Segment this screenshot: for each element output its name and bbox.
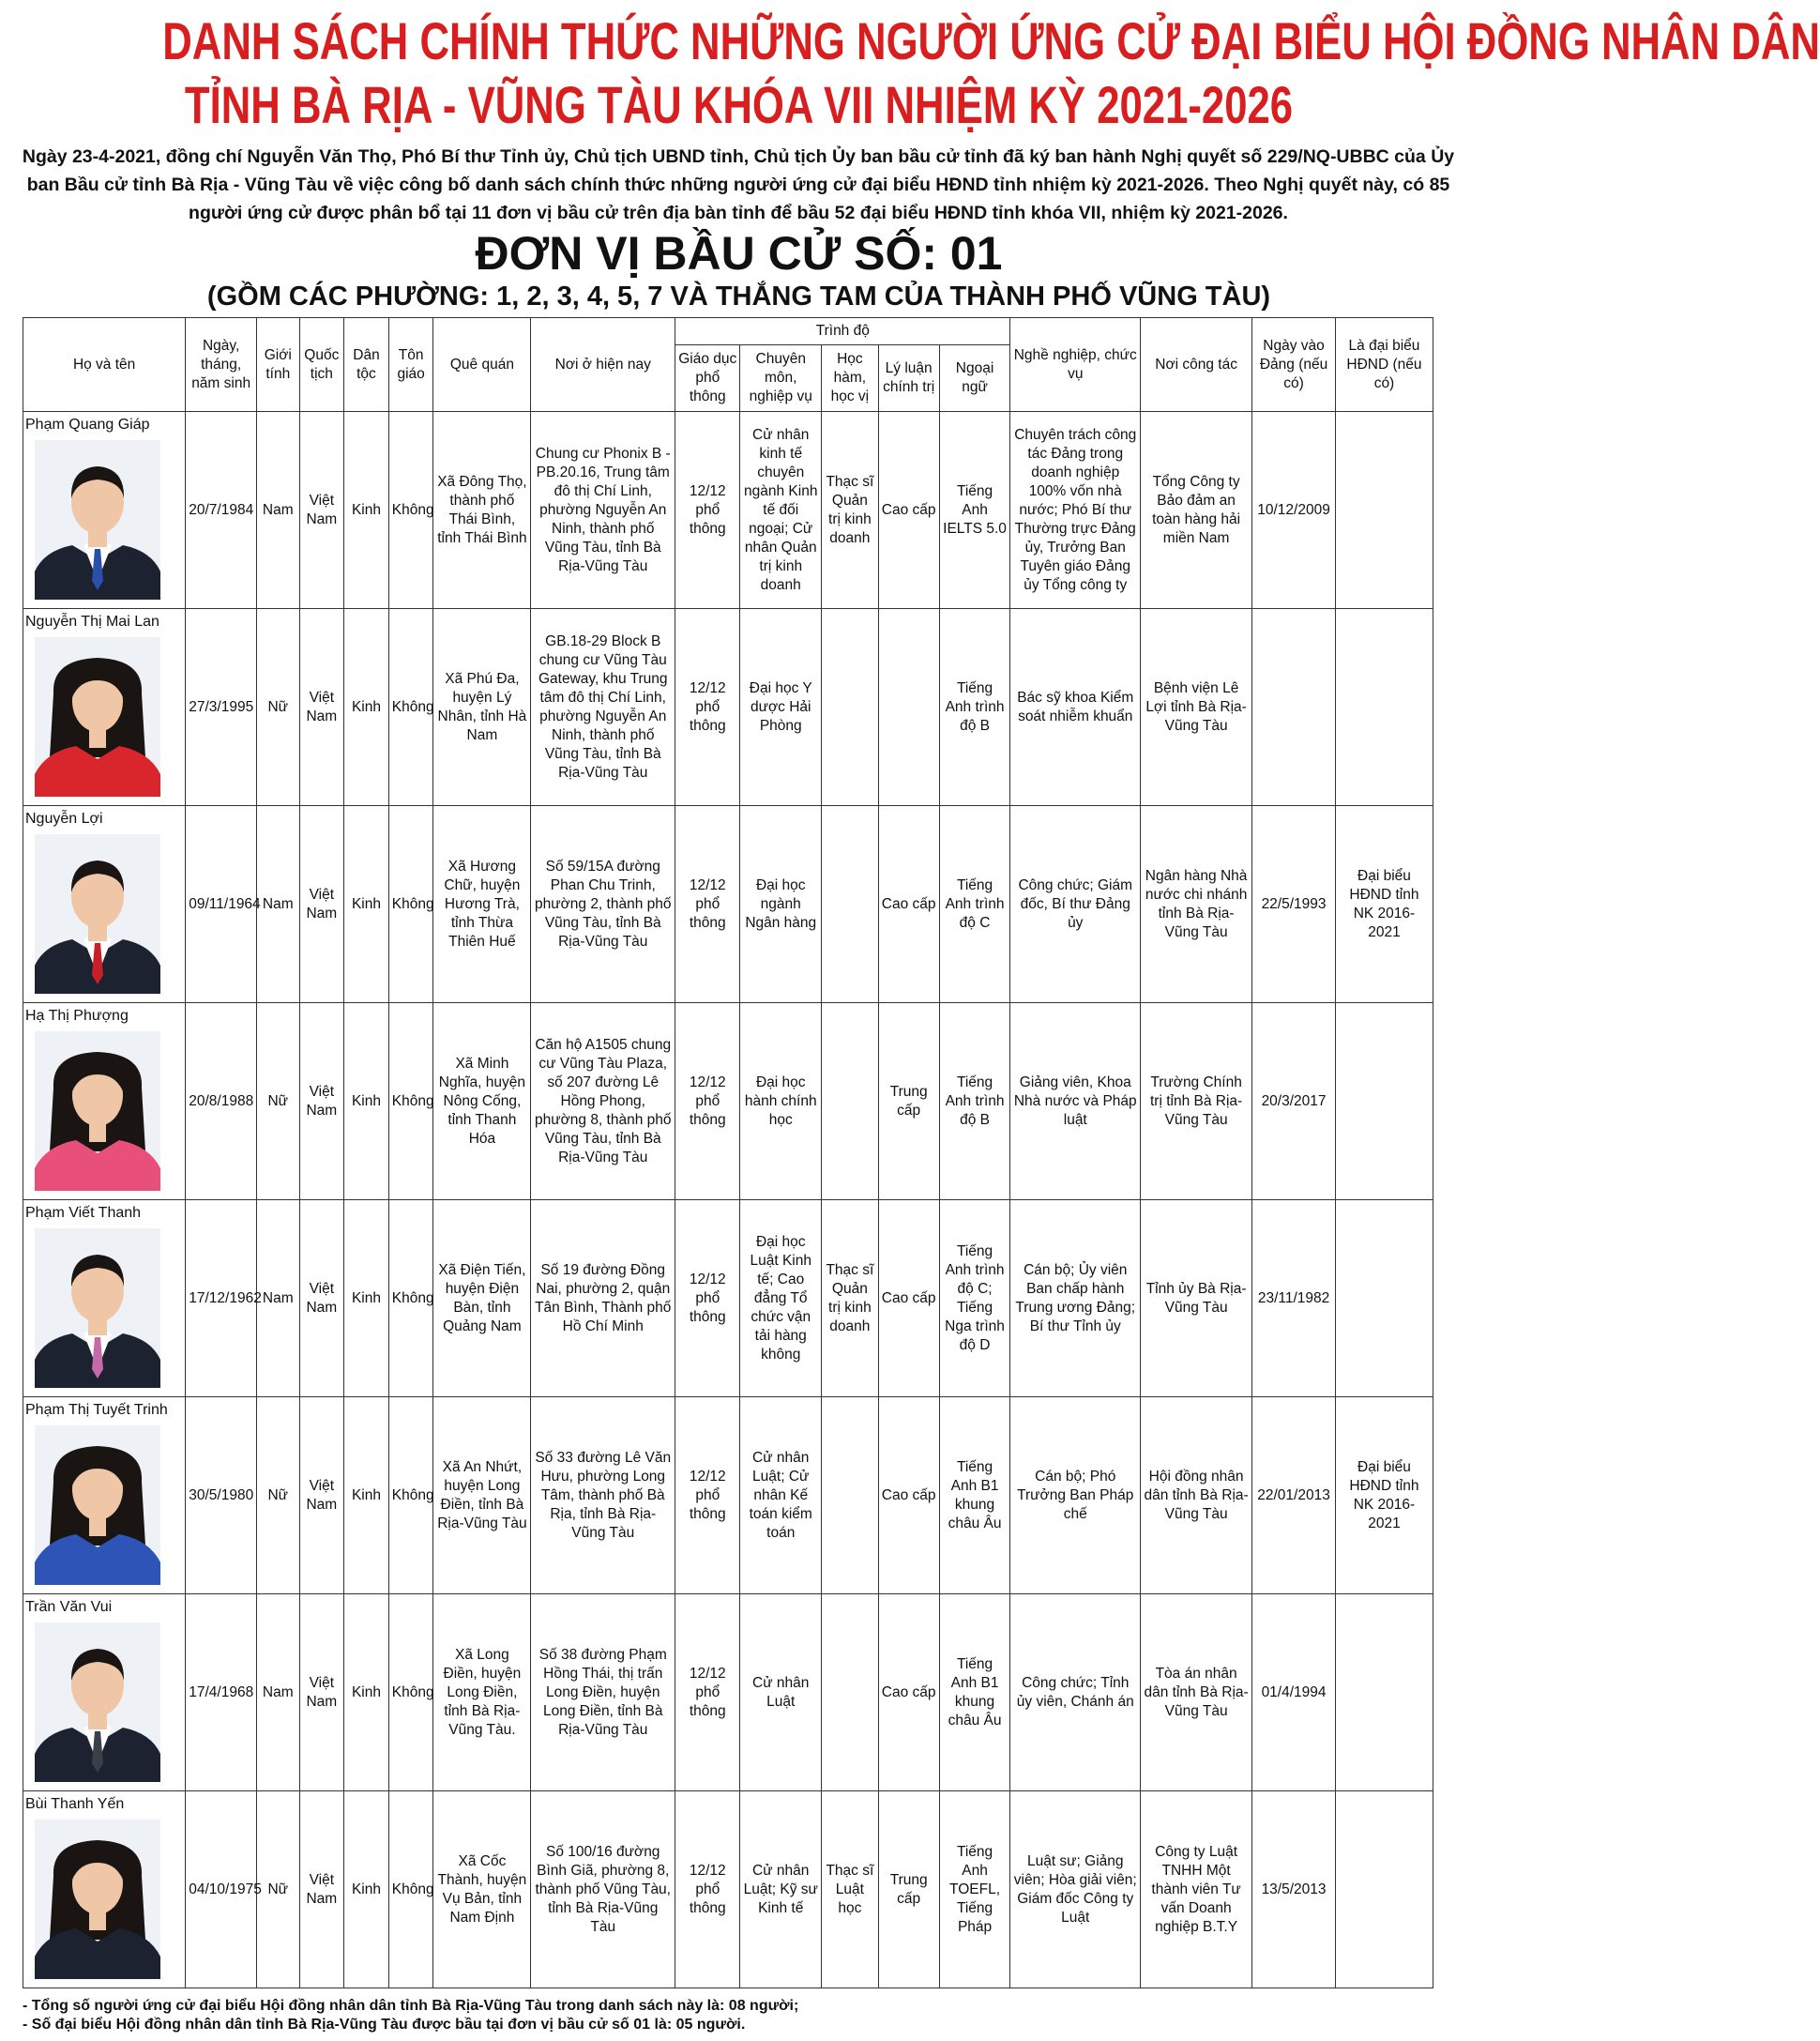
candidate-rows xyxy=(23,412,1433,1988)
col-header-gender: Giới tính xyxy=(257,318,299,412)
col-header-nationality: Quốc tịch xyxy=(299,318,344,412)
candidate-language: Tiếng Anh trình độ B xyxy=(939,609,1010,806)
candidate-professional: Đại học Luật Kinh tế; Cao đẳng Tổ chức vận tải hàng không xyxy=(740,1200,822,1397)
candidate-residence: GB.18-29 Block B chung cư Vũng Tàu Gateway, khu Trung tâm đô thị Chí Linh, phường Nguyễn An Ninh, thành phố Vũng Tàu, tỉnh Bà Rịa-Vũng Tàu xyxy=(531,609,675,806)
footer-notes xyxy=(23,1997,798,2034)
candidate-party-date: 22/01/2013 xyxy=(1252,1397,1336,1594)
candidate-general-edu: 12/12 phổ thông xyxy=(675,806,740,1003)
col-group-header-education: Trình độ xyxy=(675,318,1010,345)
candidate-dob: 20/8/1988 xyxy=(186,1003,257,1200)
candidate-gender: Nữ xyxy=(257,1791,299,1988)
candidate-hometown: Xã Phú Đa, huyện Lý Nhân, tỉnh Hà Nam xyxy=(433,609,531,806)
candidate-nationality: Việt Nam xyxy=(299,609,344,806)
candidate-party-date xyxy=(1252,609,1336,806)
col-header-language: Ngoại ngữ xyxy=(939,345,1010,412)
candidate-hometown: Xã Đông Thọ, thành phố Thái Bình, tỉnh Thái Bình xyxy=(433,412,531,609)
candidate-academic xyxy=(822,1397,879,1594)
table-row xyxy=(23,1397,1433,1594)
page-title-line1: DANH SÁCH CHÍNH THỨC NHỮNG NGƯỜI ỨNG CỬ ĐẠI BIỂU HỘI ĐỒNG NHÂN DÂN xyxy=(162,11,1820,70)
candidate-gender: Nam xyxy=(257,412,299,609)
candidate-professional: Cử nhân Luật; Cử nhân Kế toán kiểm toán xyxy=(740,1397,822,1594)
page-title-line2: TỈNH BÀ RỊA - VŨNG TÀU KHÓA VII NHIỆM KỲ 2021-2026 xyxy=(184,75,1294,134)
candidate-language: Tiếng Anh IELTS 5.0 xyxy=(939,412,1010,609)
candidate-occupation: Công chức; Tỉnh ủy viên, Chánh án xyxy=(1010,1594,1141,1791)
candidate-delegate: Đại biểu HĐND tỉnh NK 2016-2021 xyxy=(1335,806,1433,1003)
candidate-political: Trung cấp xyxy=(878,1003,939,1200)
candidate-language: Tiếng Anh B1 khung châu Âu xyxy=(939,1594,1010,1791)
candidate-photo xyxy=(35,1622,160,1782)
candidate-ethnicity: Kinh xyxy=(344,1791,389,1988)
footer-note-seats: - Số đại biểu Hội đồng nhân dân tỉnh Bà Rịa-Vũng Tàu được bầu tại đơn vị bầu cử số 01 là: 05 người. xyxy=(23,2017,746,2033)
candidate-general-edu: 12/12 phổ thông xyxy=(675,609,740,806)
candidate-residence: Số 59/15A đường Phan Chu Trinh, phường 2, thành phố Vũng Tàu, tỉnh Bà Rịa-Vũng Tàu xyxy=(531,806,675,1003)
candidate-delegate xyxy=(1335,1594,1433,1791)
candidate-name: Bùi Thanh Yến xyxy=(25,1796,125,1812)
candidate-gender: Nữ xyxy=(257,1397,299,1594)
candidate-professional: Cử nhân Luật xyxy=(740,1594,822,1791)
candidate-hometown: Xã Cốc Thành, huyện Vụ Bản, tỉnh Nam Định xyxy=(433,1791,531,1988)
candidate-delegate xyxy=(1335,1003,1433,1200)
candidate-ethnicity: Kinh xyxy=(344,1397,389,1594)
candidate-ethnicity: Kinh xyxy=(344,1594,389,1791)
candidate-language: Tiếng Anh trình độ C xyxy=(939,806,1010,1003)
col-header-religion: Tôn giáo xyxy=(388,318,433,412)
candidate-hometown: Xã Long Điền, huyện Long Điền, tỉnh Bà Rịa-Vũng Tàu. xyxy=(433,1594,531,1791)
col-header-name: Họ và tên xyxy=(23,318,186,412)
candidate-workplace: Bệnh viện Lê Lợi tỉnh Bà Rịa-Vũng Tàu xyxy=(1141,609,1252,806)
candidate-residence: Số 38 đường Phạm Hồng Thái, thị trấn Long Điền, huyện Long Điền, tỉnh Bà Rịa-Vũng Tàu xyxy=(531,1594,675,1791)
footer-note-total: - Tổng số người ứng cử đại biểu Hội đồng nhân dân tỉnh Bà Rịa-Vũng Tàu trong danh sách này là: 08 người; xyxy=(23,1998,799,2014)
candidate-occupation: Cán bộ; Ủy viên Ban chấp hành Trung ương Đảng; Bí thư Tỉnh ủy xyxy=(1010,1200,1141,1397)
candidate-religion: Không xyxy=(388,1594,433,1791)
col-header-academic: Học hàm, học vị xyxy=(822,345,879,412)
candidate-general-edu: 12/12 phổ thông xyxy=(675,412,740,609)
candidate-language: Tiếng Anh trình độ B xyxy=(939,1003,1010,1200)
candidate-hometown: Xã Minh Nghĩa, huyện Nông Cống, tỉnh Thanh Hóa xyxy=(433,1003,531,1200)
candidate-photo xyxy=(35,637,160,797)
candidate-ethnicity: Kinh xyxy=(344,1200,389,1397)
candidate-name-cell xyxy=(23,1003,186,1200)
candidate-dob: 17/4/1968 xyxy=(186,1594,257,1791)
candidate-party-date: 13/5/2013 xyxy=(1252,1791,1336,1988)
candidate-language: Tiếng Anh B1 khung châu Âu xyxy=(939,1397,1010,1594)
candidate-workplace: Hội đồng nhân dân tỉnh Bà Rịa-Vũng Tàu xyxy=(1141,1397,1252,1594)
candidate-religion: Không xyxy=(388,1003,433,1200)
table-row xyxy=(23,806,1433,1003)
candidate-religion: Không xyxy=(388,1397,433,1594)
col-header-occupation: Nghề nghiệp, chức vụ xyxy=(1010,318,1141,412)
candidate-academic xyxy=(822,609,879,806)
candidate-religion: Không xyxy=(388,806,433,1003)
candidate-name: Nguyễn Lợi xyxy=(25,811,103,827)
candidate-gender: Nam xyxy=(257,1594,299,1791)
candidate-table xyxy=(23,317,1433,1988)
candidate-nationality: Việt Nam xyxy=(299,1200,344,1397)
col-header-political: Lý luận chính trị xyxy=(878,345,939,412)
candidate-academic xyxy=(822,1003,879,1200)
candidate-party-date: 23/11/1982 xyxy=(1252,1200,1336,1397)
candidate-name-cell xyxy=(23,1791,186,1988)
candidate-party-date: 20/3/2017 xyxy=(1252,1003,1336,1200)
candidate-photo xyxy=(35,1228,160,1388)
col-header-general-edu: Giáo dục phổ thông xyxy=(675,345,740,412)
candidate-political xyxy=(878,609,939,806)
candidate-academic: Thạc sĩ Quản trị kinh doanh xyxy=(822,1200,879,1397)
col-header-delegate: Là đại biểu HĐND (nếu có) xyxy=(1335,318,1433,412)
candidate-professional: Đại học hành chính học xyxy=(740,1003,822,1200)
candidate-gender: Nữ xyxy=(257,609,299,806)
candidate-photo xyxy=(35,1820,160,1979)
candidate-general-edu: 12/12 phổ thông xyxy=(675,1594,740,1791)
candidate-general-edu: 12/12 phổ thông xyxy=(675,1003,740,1200)
candidate-workplace: Ngân hàng Nhà nước chi nhánh tỉnh Bà Rịa-Vũng Tàu xyxy=(1141,806,1252,1003)
candidate-nationality: Việt Nam xyxy=(299,1594,344,1791)
candidate-occupation: Cán bộ; Phó Trưởng Ban Pháp chế xyxy=(1010,1397,1141,1594)
candidate-religion: Không xyxy=(388,609,433,806)
candidate-political: Cao cấp xyxy=(878,806,939,1003)
candidate-ethnicity: Kinh xyxy=(344,609,389,806)
table-row xyxy=(23,1594,1433,1791)
candidate-workplace: Tòa án nhân dân tỉnh Bà Rịa-Vũng Tàu xyxy=(1141,1594,1252,1791)
candidate-delegate: Đại biểu HĐND tỉnh NK 2016-2021 xyxy=(1335,1397,1433,1594)
candidate-name: Trần Văn Vui xyxy=(25,1599,113,1615)
candidate-residence: Chung cư Phonix B - PB.20.16, Trung tâm đô thị Chí Linh, phường Nguyễn An Ninh, thành phố Vũng Tàu, tỉnh Bà Rịa-Vũng Tàu xyxy=(531,412,675,609)
col-header-residence: Nơi ở hiện nay xyxy=(531,318,675,412)
candidate-professional: Đại học ngành Ngân hàng xyxy=(740,806,822,1003)
candidate-delegate xyxy=(1335,412,1433,609)
candidate-academic xyxy=(822,806,879,1003)
candidate-name: Phạm Quang Giáp xyxy=(25,417,150,433)
candidate-photo xyxy=(35,834,160,994)
candidate-ethnicity: Kinh xyxy=(344,806,389,1003)
candidate-ethnicity: Kinh xyxy=(344,1003,389,1200)
candidate-dob: 30/5/1980 xyxy=(186,1397,257,1594)
candidate-political: Cao cấp xyxy=(878,412,939,609)
table-row xyxy=(23,412,1433,609)
candidate-delegate xyxy=(1335,609,1433,806)
candidate-language: Tiếng Anh TOEFL, Tiếng Pháp xyxy=(939,1791,1010,1988)
candidate-delegate xyxy=(1335,1791,1433,1988)
candidate-name-cell xyxy=(23,412,186,609)
candidate-party-date: 22/5/1993 xyxy=(1252,806,1336,1003)
candidate-language: Tiếng Anh trình độ C; Tiếng Nga trình độ D xyxy=(939,1200,1010,1397)
candidate-name: Hạ Thị Phượng xyxy=(25,1008,129,1024)
candidate-gender: Nữ xyxy=(257,1003,299,1200)
candidate-dob: 17/12/1962 xyxy=(186,1200,257,1397)
candidate-occupation: Giảng viên, Khoa Nhà nước và Pháp luật xyxy=(1010,1003,1141,1200)
intro-paragraph: Ngày 23-4-2021, đồng chí Nguyễn Văn Thọ, Phó Bí thư Tỉnh ủy, Chủ tịch UBND tỉnh, Chủ tịch Ủy ban bầu cử tỉnh đã ký ban hành Nghị quyết số 229/NQ-UBBC của Ủy ban Bầu cử tỉnh Bà Rịa - Vũng Tàu về việc công bố danh sách chính thức những người ứng cử đại biểu HĐND tỉnh nhiệm kỳ 2021-2026. Theo Nghị quyết này, có 85 người ứng cử được phân bổ tại 11 đơn vị bầu cử trên địa bàn tỉnh để bầu 52 đại biểu HĐND tỉnh khóa VII, nhiệm kỳ 2021-2026. xyxy=(22,146,1455,223)
candidate-nationality: Việt Nam xyxy=(299,806,344,1003)
candidate-occupation: Bác sỹ khoa Kiểm soát nhiễm khuẩn xyxy=(1010,609,1141,806)
candidate-nationality: Việt Nam xyxy=(299,1397,344,1594)
table-row xyxy=(23,1200,1433,1397)
candidate-academic xyxy=(822,1594,879,1791)
candidate-delegate xyxy=(1335,1200,1433,1397)
candidate-academic: Thạc sĩ Quản trị kinh doanh xyxy=(822,412,879,609)
candidate-dob: 09/11/1964 xyxy=(186,806,257,1003)
unit-subtitle: (GỒM CÁC PHƯỜNG: 1, 2, 3, 4, 5, 7 VÀ THẮNG TAM CỦA THÀNH PHỐ VŨNG TÀU) xyxy=(206,282,1271,312)
candidate-residence: Số 19 đường Đồng Nai, phường 2, quận Tân Bình, Thành phố Hồ Chí Minh xyxy=(531,1200,675,1397)
candidate-political: Trung cấp xyxy=(878,1791,939,1988)
candidate-dob: 20/7/1984 xyxy=(186,412,257,609)
candidate-political: Cao cấp xyxy=(878,1200,939,1397)
candidate-occupation: Luật sư; Giảng viên; Hòa giải viên; Giám đốc Công ty Luật xyxy=(1010,1791,1141,1988)
col-header-party-date: Ngày vào Đảng (nếu có) xyxy=(1252,318,1336,412)
candidate-dob: 27/3/1995 xyxy=(186,609,257,806)
candidate-ethnicity: Kinh xyxy=(344,412,389,609)
col-header-dob: Ngày, tháng, năm sinh xyxy=(186,318,257,412)
candidate-dob: 04/10/1975 xyxy=(186,1791,257,1988)
candidate-name: Phạm Viết Thanh xyxy=(25,1205,142,1221)
table-row xyxy=(23,609,1433,806)
col-header-professional: Chuyên môn, nghiệp vụ xyxy=(740,345,822,412)
candidate-residence: Căn hộ A1505 chung cư Vũng Tàu Plaza, số 207 đường Lê Hồng Phong, phường 8, thành phố Vũng Tàu, tỉnh Bà Rịa-Vũng Tàu xyxy=(531,1003,675,1200)
candidate-name-cell xyxy=(23,1200,186,1397)
candidate-professional: Đại học Y dược Hải Phòng xyxy=(740,609,822,806)
candidate-party-date: 10/12/2009 xyxy=(1252,412,1336,609)
candidate-gender: Nam xyxy=(257,806,299,1003)
candidate-academic: Thạc sĩ Luật học xyxy=(822,1791,879,1988)
candidate-photo xyxy=(35,440,160,600)
table-row xyxy=(23,1003,1433,1200)
candidate-general-edu: 12/12 phổ thông xyxy=(675,1397,740,1594)
col-header-workplace: Nơi công tác xyxy=(1141,318,1252,412)
col-header-ethnicity: Dân tộc xyxy=(344,318,389,412)
candidate-nationality: Việt Nam xyxy=(299,412,344,609)
candidate-political: Cao cấp xyxy=(878,1397,939,1594)
candidate-hometown: Xã An Nhứt, huyện Long Điền, tỉnh Bà Rịa-Vũng Tàu xyxy=(433,1397,531,1594)
candidate-nationality: Việt Nam xyxy=(299,1003,344,1200)
candidate-workplace: Trường Chính trị tỉnh Bà Rịa-Vũng Tàu xyxy=(1141,1003,1252,1200)
candidate-religion: Không xyxy=(388,1200,433,1397)
unit-title: ĐƠN VỊ BẦU CỬ SỐ: 01 xyxy=(475,227,1003,280)
candidate-name-cell xyxy=(23,1594,186,1791)
col-header-hometown: Quê quán xyxy=(433,318,531,412)
candidate-nationality: Việt Nam xyxy=(299,1791,344,1988)
candidate-political: Cao cấp xyxy=(878,1594,939,1791)
candidate-hometown: Xã Điện Tiến, huyện Điện Bàn, tỉnh Quảng Nam xyxy=(433,1200,531,1397)
candidate-name: Phạm Thị Tuyết Trinh xyxy=(25,1402,168,1418)
candidate-workplace: Công ty Luật TNHH Một thành viên Tư vấn Doanh nghiệp B.T.Y xyxy=(1141,1791,1252,1988)
candidate-photo xyxy=(35,1031,160,1191)
candidate-name-cell xyxy=(23,806,186,1003)
candidate-hometown: Xã Hương Chữ, huyện Hương Trà, tỉnh Thừa Thiên Huế xyxy=(433,806,531,1003)
candidate-party-date: 01/4/1994 xyxy=(1252,1594,1336,1791)
candidate-residence: Số 33 đường Lê Văn Hưu, phường Long Tâm, thành phố Bà Rịa, tỉnh Bà Rịa-Vũng Tàu xyxy=(531,1397,675,1594)
candidate-gender: Nam xyxy=(257,1200,299,1397)
candidate-table-wrapper xyxy=(23,317,1433,1988)
candidate-workplace: Tổng Công ty Bảo đảm an toàn hàng hải miền Nam xyxy=(1141,412,1252,609)
candidate-general-edu: 12/12 phổ thông xyxy=(675,1791,740,1988)
candidate-name-cell xyxy=(23,609,186,806)
candidate-professional: Cử nhân kinh tế chuyên ngành Kinh tế đối ngoại; Cử nhân Quản trị kinh doanh xyxy=(740,412,822,609)
candidate-religion: Không xyxy=(388,1791,433,1988)
candidate-residence: Số 100/16 đường Bình Giã, phường 8, thành phố Vũng Tàu, tỉnh Bà Rịa-Vũng Tàu xyxy=(531,1791,675,1988)
candidate-name-cell xyxy=(23,1397,186,1594)
candidate-professional: Cử nhân Luật; Kỹ sư Kinh tế xyxy=(740,1791,822,1988)
candidate-general-edu: 12/12 phổ thông xyxy=(675,1200,740,1397)
candidate-religion: Không xyxy=(388,412,433,609)
candidate-occupation: Chuyên trách công tác Đảng trong doanh nghiệp 100% vốn nhà nước; Phó Bí thư Thường trực Đảng ủy, Trưởng Ban Tuyên giáo Đảng ủy Tổng công ty xyxy=(1010,412,1141,609)
candidate-workplace: Tỉnh ủy Bà Rịa-Vũng Tàu xyxy=(1141,1200,1252,1397)
candidate-photo xyxy=(35,1425,160,1585)
candidate-name: Nguyễn Thị Mai Lan xyxy=(25,614,159,630)
table-row xyxy=(23,1791,1433,1988)
candidate-occupation: Công chức; Giám đốc, Bí thư Đảng ủy xyxy=(1010,806,1141,1003)
